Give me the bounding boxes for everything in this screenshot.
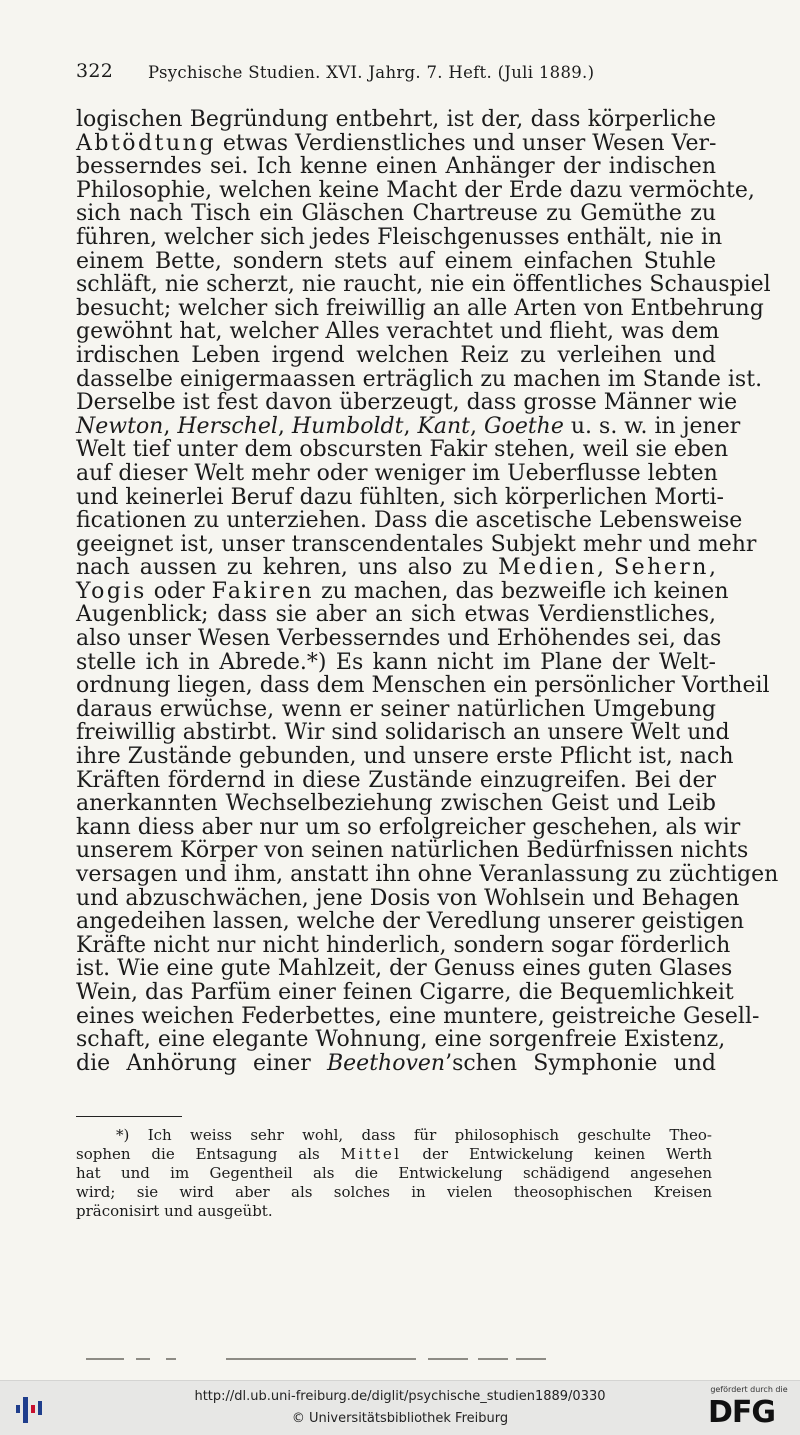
- italic-name: Goethe: [484, 413, 564, 439]
- text-segment: ,: [470, 413, 484, 439]
- italic-name: Newton: [76, 413, 164, 439]
- text-segment: ’schen Symphonie und: [445, 1050, 716, 1076]
- text-line: ficationen zu unterziehen. Dass die ascetische Lebensweise: [76, 508, 743, 534]
- text-line: besucht; welcher sich freiwillig an alle Arten von Entbehrung: [76, 295, 764, 321]
- text-line: *) Ich weiss sehr wohl, dass für philosophisch geschulte Theo-: [116, 1126, 712, 1144]
- text-line: stelle ich in Abrede.*) Es kann nicht im Plane der Welt-: [76, 649, 716, 675]
- funding-note: gefördert durch die: [710, 1385, 788, 1394]
- text-line: präconisirt und ausgeübt.: [76, 1202, 273, 1220]
- spaced-emphasis: Fakiren: [211, 578, 315, 604]
- text-line: führen, welcher sich jedes Fleischgenusses enthält, nie in: [76, 224, 723, 250]
- text-line: versagen und ihm, anstatt ihn ohne Veranlassung zu züchtigen: [76, 862, 779, 887]
- text-segment: ,: [596, 555, 615, 581]
- text-line: einem Bette, sondern stets auf einem einfachen Stuhle: [76, 248, 716, 274]
- text-segment: ,: [277, 413, 292, 439]
- text-line: wird; sie wird aber als solches in vielen theosophischen Kreisen: [76, 1183, 712, 1201]
- text-segment: etwas Verdienstliches und unser Wesen Ver-: [215, 130, 717, 156]
- page-number: 322: [76, 60, 114, 82]
- text-line: anerkannten Wechselbeziehung zwischen Geist und Leib: [76, 791, 716, 817]
- text-line: Philosophie, welchen keine Macht der Erde dazu vermöchte,: [76, 177, 755, 203]
- text-line: auf dieser Welt mehr oder weniger im Ueberflusse lebten: [76, 460, 718, 486]
- spaced-emphasis: Medien: [498, 555, 597, 581]
- text-line: ist. Wie eine gute Mahlzeit, der Genuss eines guten Glases: [76, 956, 733, 982]
- text-line: Welt tief unter dem obscursten Fakir stehen, weil sie eben: [76, 437, 729, 463]
- text-line: unserem Körper von seinen natürlichen Bedürfnissen nichts: [76, 838, 749, 864]
- italic-name: Herschel: [177, 413, 278, 439]
- text-line: ihre Zustände gebunden, und unsere erste Pflicht ist, nach: [76, 744, 734, 770]
- text-line: dasselbe einigermaassen erträglich zu machen im Stande ist.: [76, 366, 763, 392]
- text-segment: nach aussen zu kehren, uns also zu: [76, 555, 499, 581]
- copyright-notice: © Universitätsbibliothek Freiburg: [291, 1411, 509, 1426]
- text-segment: ,: [708, 555, 716, 581]
- italic-name: Beethoven: [327, 1050, 446, 1076]
- text-line: freiwillig abstirbt. Wir sind solidarisch an unsere Welt und: [76, 720, 730, 746]
- text-line: Derselbe ist fest davon überzeugt, dass grosse Männer wie: [76, 390, 738, 416]
- text-line: schaft, eine elegante Wohnung, eine sorgenfreie Existenz,: [76, 1027, 726, 1053]
- text-line: [76, 556, 716, 580]
- text-line: Augenblick; dass sie aber an sich etwas Verdienstliches,: [76, 602, 716, 628]
- text-line: geeignet ist, unser transcendentales Subjekt mehr und mehr: [76, 531, 757, 557]
- text-line: hat und im Gegentheil als die Entwickelung schädigend angesehen: [76, 1164, 712, 1182]
- spaced-emphasis: Yogis: [76, 578, 147, 604]
- spaced-emphasis: Abtödtung: [76, 130, 216, 156]
- text-line: also unser Wesen Verbesserndes und Erhöhendes sei, das: [76, 626, 722, 652]
- scan-artifact-marks: [86, 1358, 546, 1362]
- text-line: [76, 578, 729, 604]
- document-url[interactable]: http://dl.ub.uni-freiburg.de/diglit/psychische_studien1889/0330: [194, 1389, 606, 1404]
- text-line: logischen Begründung entbehrt, ist der, dass körperliche: [76, 107, 716, 132]
- running-title: Psychische Studien. XVI. Jahrg. 7. Heft. (Juli 1889.): [148, 63, 595, 82]
- text-line: besserndes sei. Ich kenne einen Anhänger der indischen: [76, 154, 716, 180]
- text-segment: oder: [146, 578, 212, 604]
- text-line: Kräften fördernd in diese Zustände einzugreifen. Bei der: [76, 767, 716, 793]
- footnote-rule: [76, 1116, 182, 1117]
- spaced-emphasis: Sehern: [614, 555, 709, 581]
- italic-name: Humboldt: [291, 413, 404, 439]
- text-line: [76, 132, 716, 156]
- text-segment: ,: [163, 413, 178, 439]
- dfg-logo[interactable]: [706, 1385, 792, 1431]
- dfg-logo-text: DFG: [708, 1395, 776, 1430]
- text-line: und keinerlei Beruf dazu fühlten, sich körperlichen Morti-: [76, 484, 724, 510]
- footnote: [76, 1126, 712, 1221]
- text-line: angedeihen lassen, welche der Veredlung unserer geistigen: [76, 909, 745, 935]
- italic-name: Kant: [417, 413, 470, 439]
- text-line: irdischen Leben irgend welchen Reiz zu verleihen und: [76, 342, 716, 368]
- text-line: [76, 1145, 712, 1164]
- spaced-emphasis: Mittel: [340, 1145, 402, 1163]
- text-segment: der Entwickelung keinen Werth: [401, 1145, 712, 1163]
- text-segment: ,: [403, 413, 418, 439]
- text-line: [76, 413, 741, 439]
- text-line: eines weichen Federbettes, eine muntere, geistreiche Gesell-: [76, 1003, 760, 1029]
- text-segment: u. s. w. in jener: [563, 413, 741, 439]
- page-header: [76, 60, 726, 88]
- text-segment: sophen die Entsagung als: [76, 1145, 341, 1163]
- text-line: ordnung liegen, dass dem Menschen ein persönlicher Vortheil: [76, 673, 770, 699]
- text-line: sich nach Tisch ein Gläschen Chartreuse zu Gemüthe zu: [76, 201, 716, 227]
- text-line: Kräfte nicht nur nicht hinderlich, sondern sogar förderlich: [76, 932, 731, 958]
- text-segment: zu machen, das bezweifle ich keinen: [314, 578, 729, 604]
- text-line: daraus erwüchse, wenn er seiner natürlichen Umgebung: [76, 696, 716, 722]
- text-line: schläft, nie scherzt, nie raucht, nie ein öffentliches Schauspiel: [76, 272, 771, 298]
- text-segment: die Anhörung einer: [76, 1050, 327, 1076]
- text-line: [76, 1052, 716, 1076]
- body-text: [76, 107, 779, 1076]
- text-line: gewöhnt hat, welcher Alles verachtet und flieht, was dem: [76, 319, 720, 345]
- text-line: Wein, das Parfüm einer feinen Cigarre, die Bequemlichkeit: [76, 979, 734, 1005]
- viewer-footer: [0, 1380, 800, 1435]
- text-line: und abzuschwächen, jene Dosis von Wohlsein und Behagen: [76, 885, 740, 911]
- text-line: kann diess aber nur um so erfolgreicher geschehen, als wir: [76, 814, 741, 840]
